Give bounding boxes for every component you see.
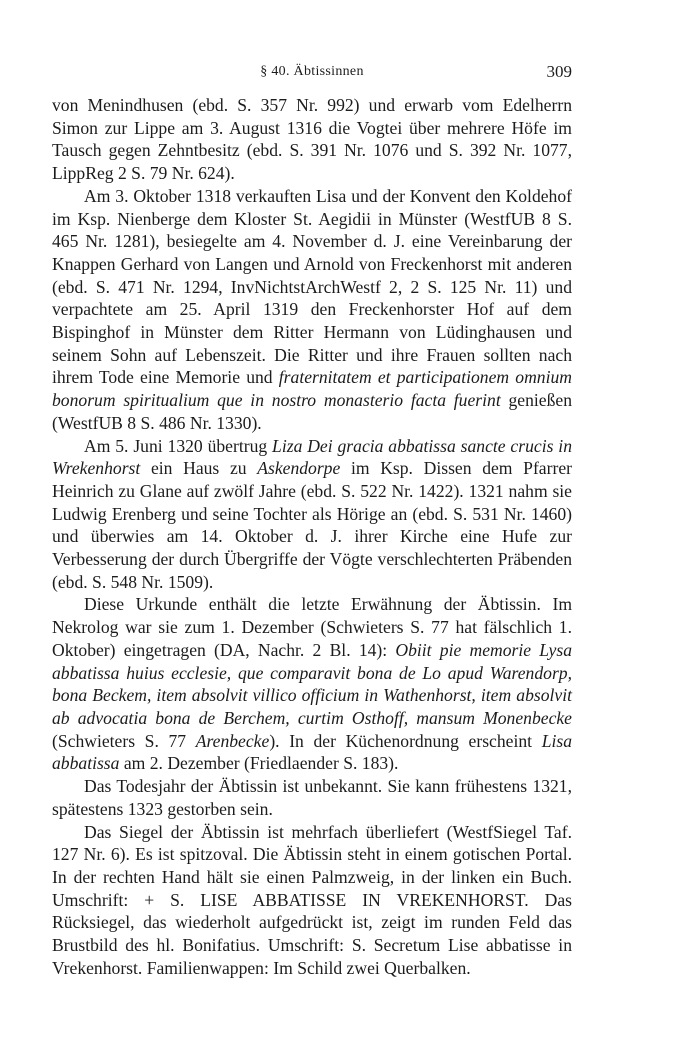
text-run: Am 5. Juni 1320 übertrug	[84, 435, 273, 456]
paragraph	[52, 821, 572, 980]
text-run: Das Todesjahr der Äbtissin ist unbekannt. Sie kann frühestens 1321, spätestens 1323 gestorben sein.	[52, 776, 572, 819]
paragraph	[52, 593, 572, 775]
paragraph	[52, 185, 572, 435]
place-name: Arenbecke	[195, 730, 270, 751]
place-name: Askendorpe	[257, 458, 341, 479]
text-run: ein Haus zu	[140, 458, 258, 479]
text-run: ). In der Küchenordnung erscheint	[269, 730, 542, 751]
text-run: von Menindhusen (ebd. S. 357 Nr. 992) und erwarb vom Edelherrn Simon zur Lippe am 3. August 1316 die Vogtei über mehrere Höfe im Tausch gegen Zehntbesitz (ebd. S. 391 Nr. 1076 und S. 392 Nr. 1077, LippReg 2 S. 79 Nr. 624).	[52, 95, 572, 184]
text-run: im Ksp. Dissen dem Pfarrer Heinrich zu Glane auf zwölf Jahre (ebd. S. 522 Nr. 1422). 1321 nahm sie Ludwig Erenberg und seine Tochter als Hörige an (ebd. S. 531 Nr. 1460) und überwies am 14. Oktober d. J. ihrer Kirche eine Hufe zur Verbesserung der durch Übergriffe der Vögte verschlechterten Präbenden (ebd. S. 548 Nr. 1509).	[52, 458, 572, 592]
latin-quotation: fraternitatem et participationem omnium bonorum spiritualium que in nostro monasterio facta fuerint	[52, 367, 572, 411]
page-header	[52, 62, 572, 86]
text-run: (Schwieters S. 77	[52, 730, 196, 751]
paragraph	[52, 775, 572, 820]
body-text	[52, 94, 572, 979]
latin-quotation: Liza Dei gracia abbatissa sancte crucis in Wrekenhorst	[52, 435, 572, 479]
text-run: Das Siegel der Äbtissin ist mehrfach überliefert (WestfSiegel Taf. 127 Nr. 6). Es ist spitzoval. Die Äbtissin steht in einem gotischen Portal. In der rechten Hand hält sie einen Palmzweig, in der linken ein Buch. Umschrift: + S. LISE ABBATISSE IN VREKENHORST. Das Rücksiegel, das wiederholt aufgedrückt ist, zeigt im runden Feld das Brustbild des hl. Bonifatius. Umschrift: S. Secretum Lise abbatisse in Vrekenhorst. Familienwappen: Im Schild zwei Querbalken.	[52, 821, 572, 978]
text-run: genießen (WestfUB 8 S. 486 Nr. 1330).	[52, 390, 573, 433]
paragraph	[52, 94, 572, 185]
latin-quotation: Obiit pie memorie Lysa abbatissa huius ecclesie, que comparavit bona de Lo apud Warendorp, bona Beckem, item absolvit villico officium in Wathenhorst, item absolvit ab advocatia bona de Berchem, curtim Osthoff, mansum Monenbecke	[52, 639, 573, 728]
paragraph	[52, 435, 572, 594]
text-run: Diese Urkunde enthält die letzte Erwähnung der Äbtissin. Im Nekrolog war sie zum 1. Dezember (Schwieters S. 77 hat fälschlich 1. Oktober) eingetragen (DA, Nachr. 2 Bl. 14):	[52, 594, 572, 660]
text-run: am 2. Dezember (Friedlaender S. 183).	[119, 753, 399, 774]
latin-quotation: Lisa abbatissa	[52, 730, 573, 774]
running-head: § 40. Äbtissinnen	[260, 64, 364, 79]
text-run: Am 3. Oktober 1318 verkauften Lisa und der Konvent den Koldehof im Ksp. Nienberge dem Kloster St. Aegidii in Münster (WestfUB 8 S. 465 Nr. 1281), besiegelte am 4. November d. J. eine Vereinbarung der Knappen Gerhard von Langen und Arnold von Freckenhorst mit anderen (ebd. S. 471 Nr. 1294, InvNichtstArchWestf 2, 2 S. 125 Nr. 11) und verpachtete am 25. April 1319 den Freckenhorster Hof auf dem Bispinghof in Münster dem Ritter Hermann von Lüdinghausen und seinem Sohn auf Lebenszeit. Die Ritter und ihre Frauen sollten nach ihrem Tode eine Memorie und	[52, 185, 572, 388]
page-number: 309	[546, 62, 572, 81]
